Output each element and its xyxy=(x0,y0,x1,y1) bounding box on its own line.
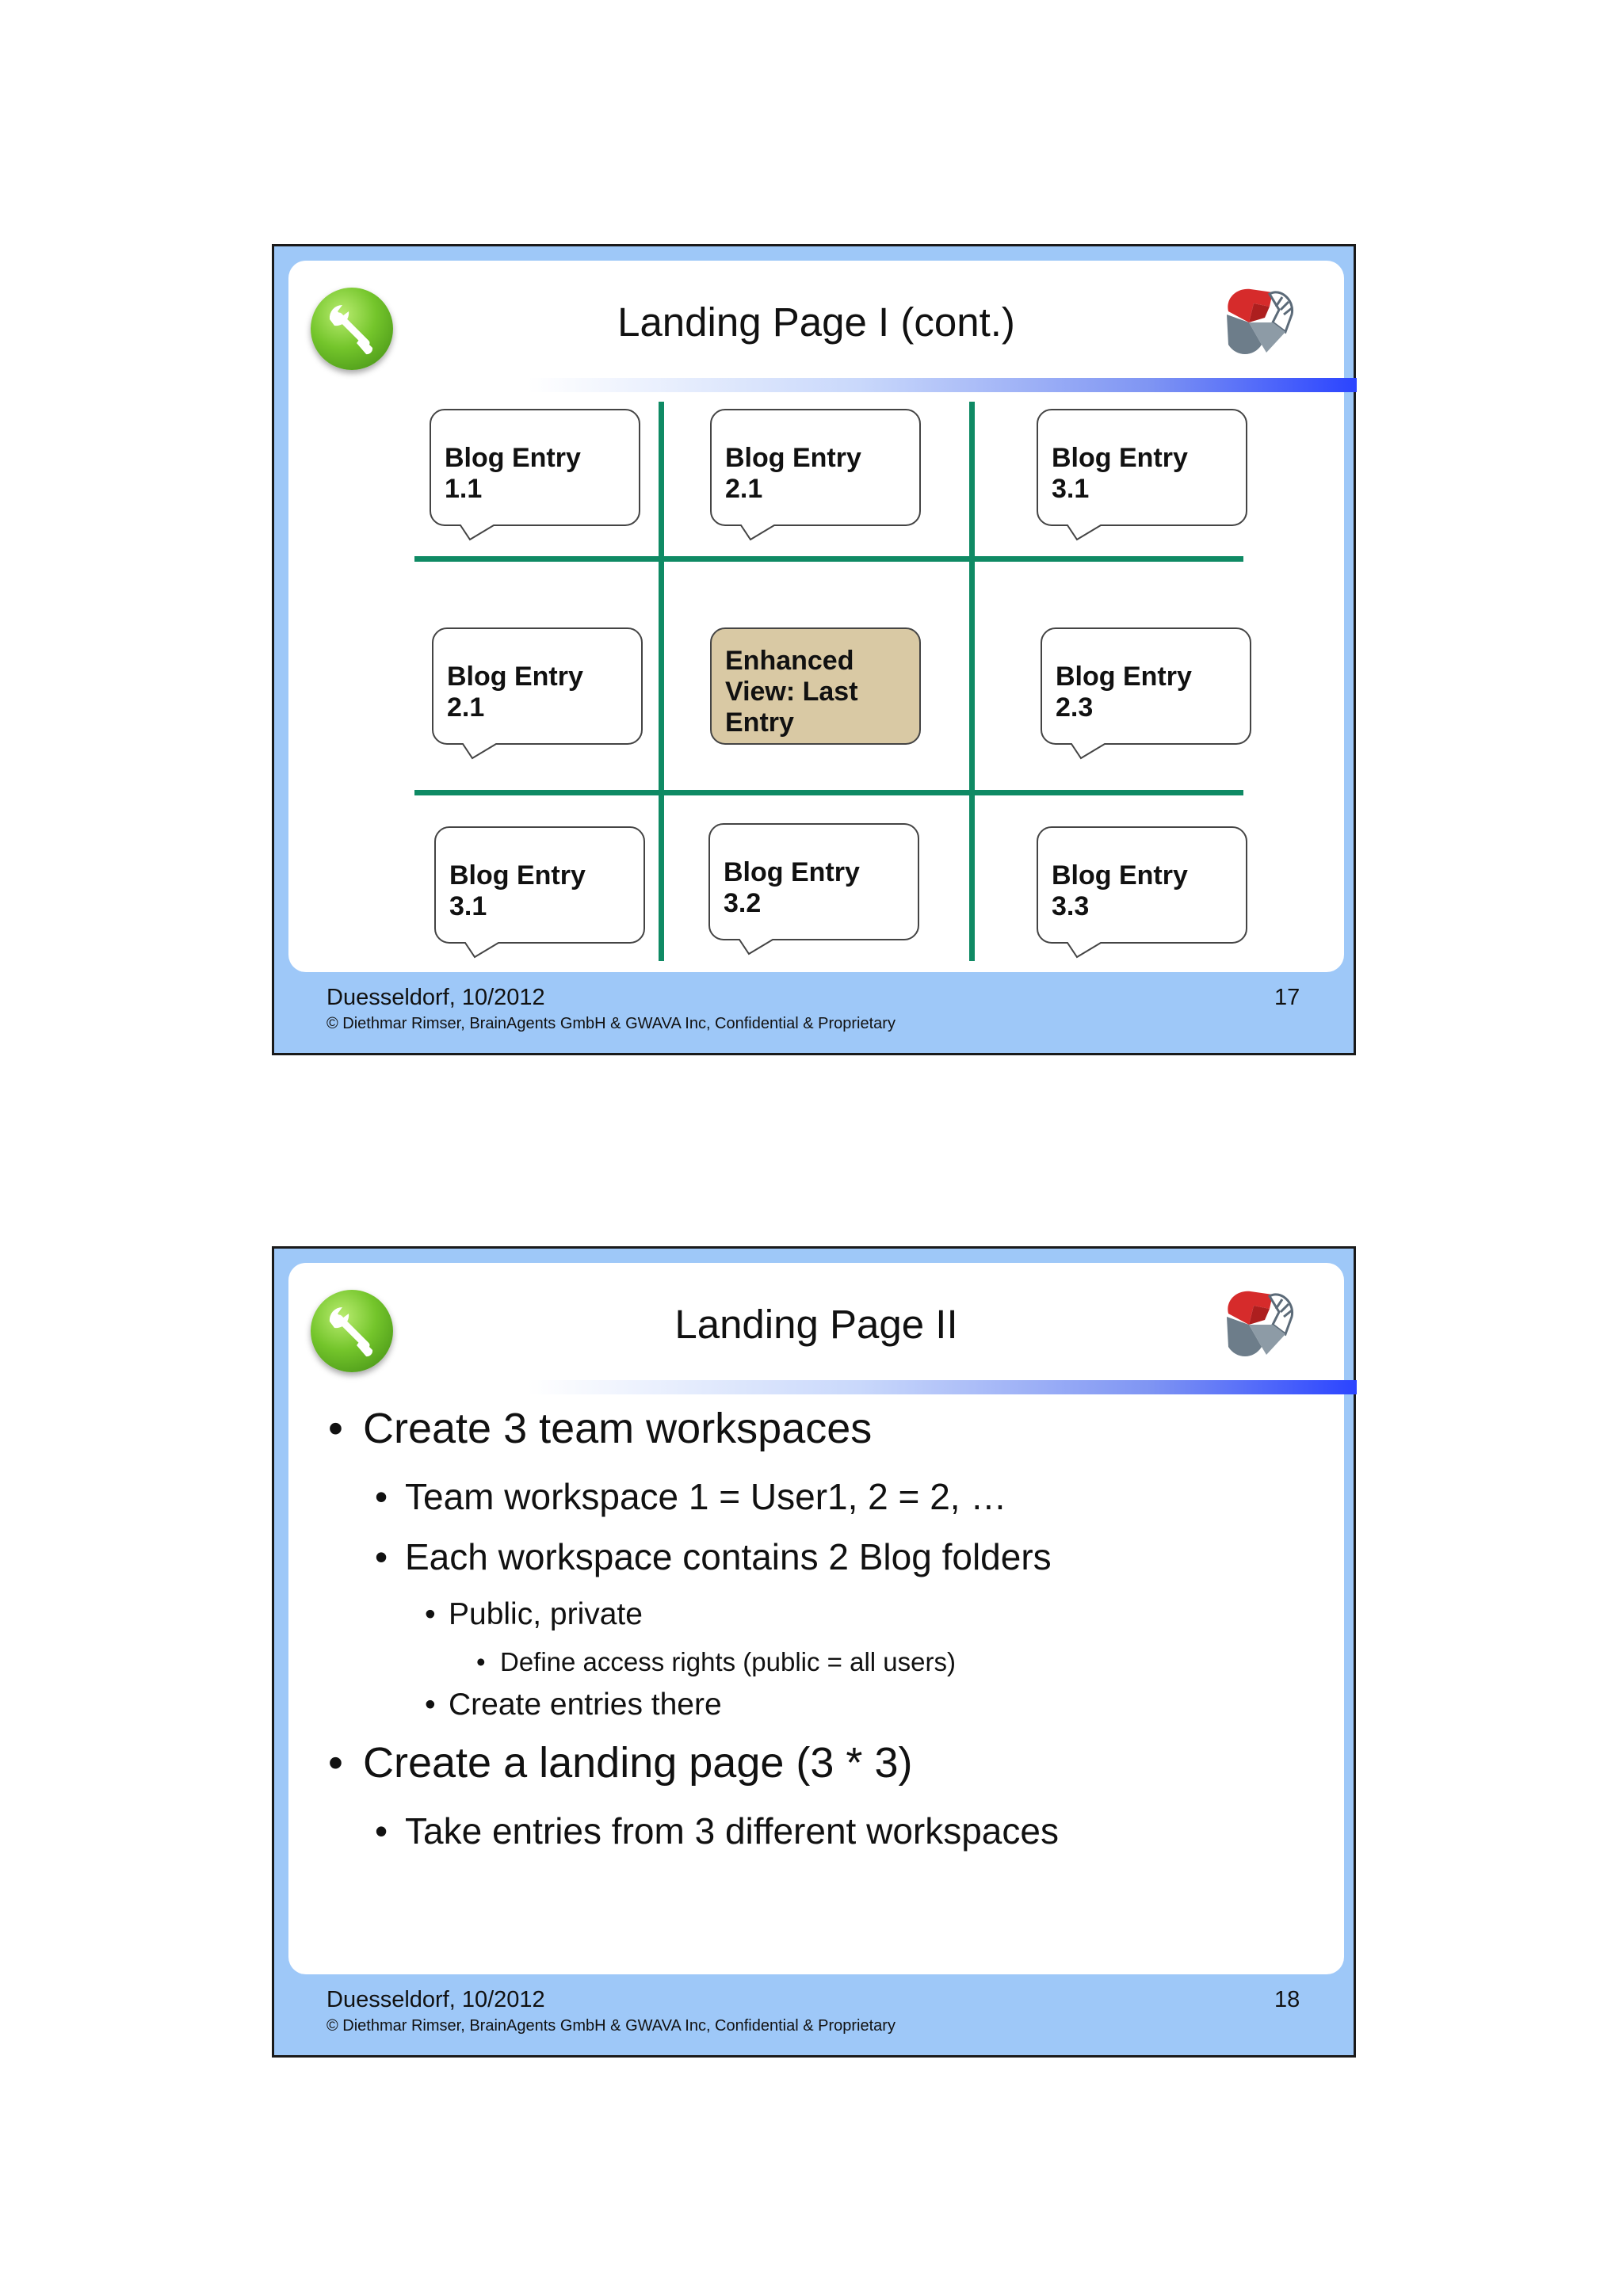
title-underline-bar xyxy=(528,1380,1357,1394)
footer-copyright: © Diethmar Rimser, BrainAgents GmbH & GWAVA Inc, Confidential & Proprietary xyxy=(327,1015,896,1032)
blog-entry-callout xyxy=(433,826,646,973)
blog-entry-callout xyxy=(429,408,641,555)
grid-line-horizontal xyxy=(414,556,1243,562)
hands-logo-icon xyxy=(1217,283,1303,366)
blog-entry-label: Blog Entry 3.1 xyxy=(449,860,586,921)
blog-entry-callout xyxy=(709,408,922,555)
blog-entry-label: Blog Entry 2.1 xyxy=(725,443,861,504)
blog-entry-label: Blog Entry 3.1 xyxy=(1052,443,1188,504)
blog-entry-label: Blog Entry 2.1 xyxy=(447,662,583,723)
blog-entry-callout xyxy=(431,627,643,774)
blog-entry-label: Blog Entry 1.1 xyxy=(445,443,581,504)
hands-logo-icon xyxy=(1217,1285,1303,1368)
enhanced-view-label: Enhanced View: Last Entry xyxy=(725,646,858,738)
footer-place-date: Duesseldorf, 10/2012 xyxy=(327,985,545,1010)
blog-entry-callout xyxy=(708,822,920,970)
slide-17 xyxy=(272,244,1356,1055)
blog-entry-callout xyxy=(1040,627,1252,774)
grid-line-vertical xyxy=(969,402,975,961)
slide-content-panel xyxy=(288,1263,1344,1974)
grid-line-horizontal xyxy=(414,790,1243,795)
slide-18: Landing Page II • Create 3 team workspaces • Team workspace 1 = User1, 2 = 2, … • Each workspace contains 2 Blog folders • Public, private • Define access rights (public = all users) • Create entries there • Create a landing page (3 * 3) • Take entries from 3 different workspaces Duesseldorf, 10/2012 © Diethmar Rimser, BrainAgents GmbH & GWAVA Inc, Confidential & Proprietary 18 xyxy=(272,1246,1356,2058)
blog-entry-label: Blog Entry 2.3 xyxy=(1056,662,1192,723)
blog-entry-callout xyxy=(1036,826,1248,973)
enhanced-view-callout xyxy=(709,627,922,774)
slide-title: Landing Page I (cont.) xyxy=(617,299,1015,345)
blog-entry-label: Blog Entry 3.2 xyxy=(724,857,860,918)
slide-title: Landing Page II xyxy=(674,1302,958,1347)
title-underline-bar xyxy=(528,378,1357,392)
footer-copyright: © Diethmar Rimser, BrainAgents GmbH & GWAVA Inc, Confidential & Proprietary xyxy=(327,2017,896,2035)
footer-place-date: Duesseldorf, 10/2012 xyxy=(327,1987,545,2012)
grid-line-vertical xyxy=(659,402,664,961)
page-number: 17 xyxy=(1274,985,1300,1010)
page-number: 18 xyxy=(1274,1987,1300,2012)
blog-entry-callout xyxy=(1036,408,1248,555)
blog-entry-label: Blog Entry 3.3 xyxy=(1052,860,1188,921)
